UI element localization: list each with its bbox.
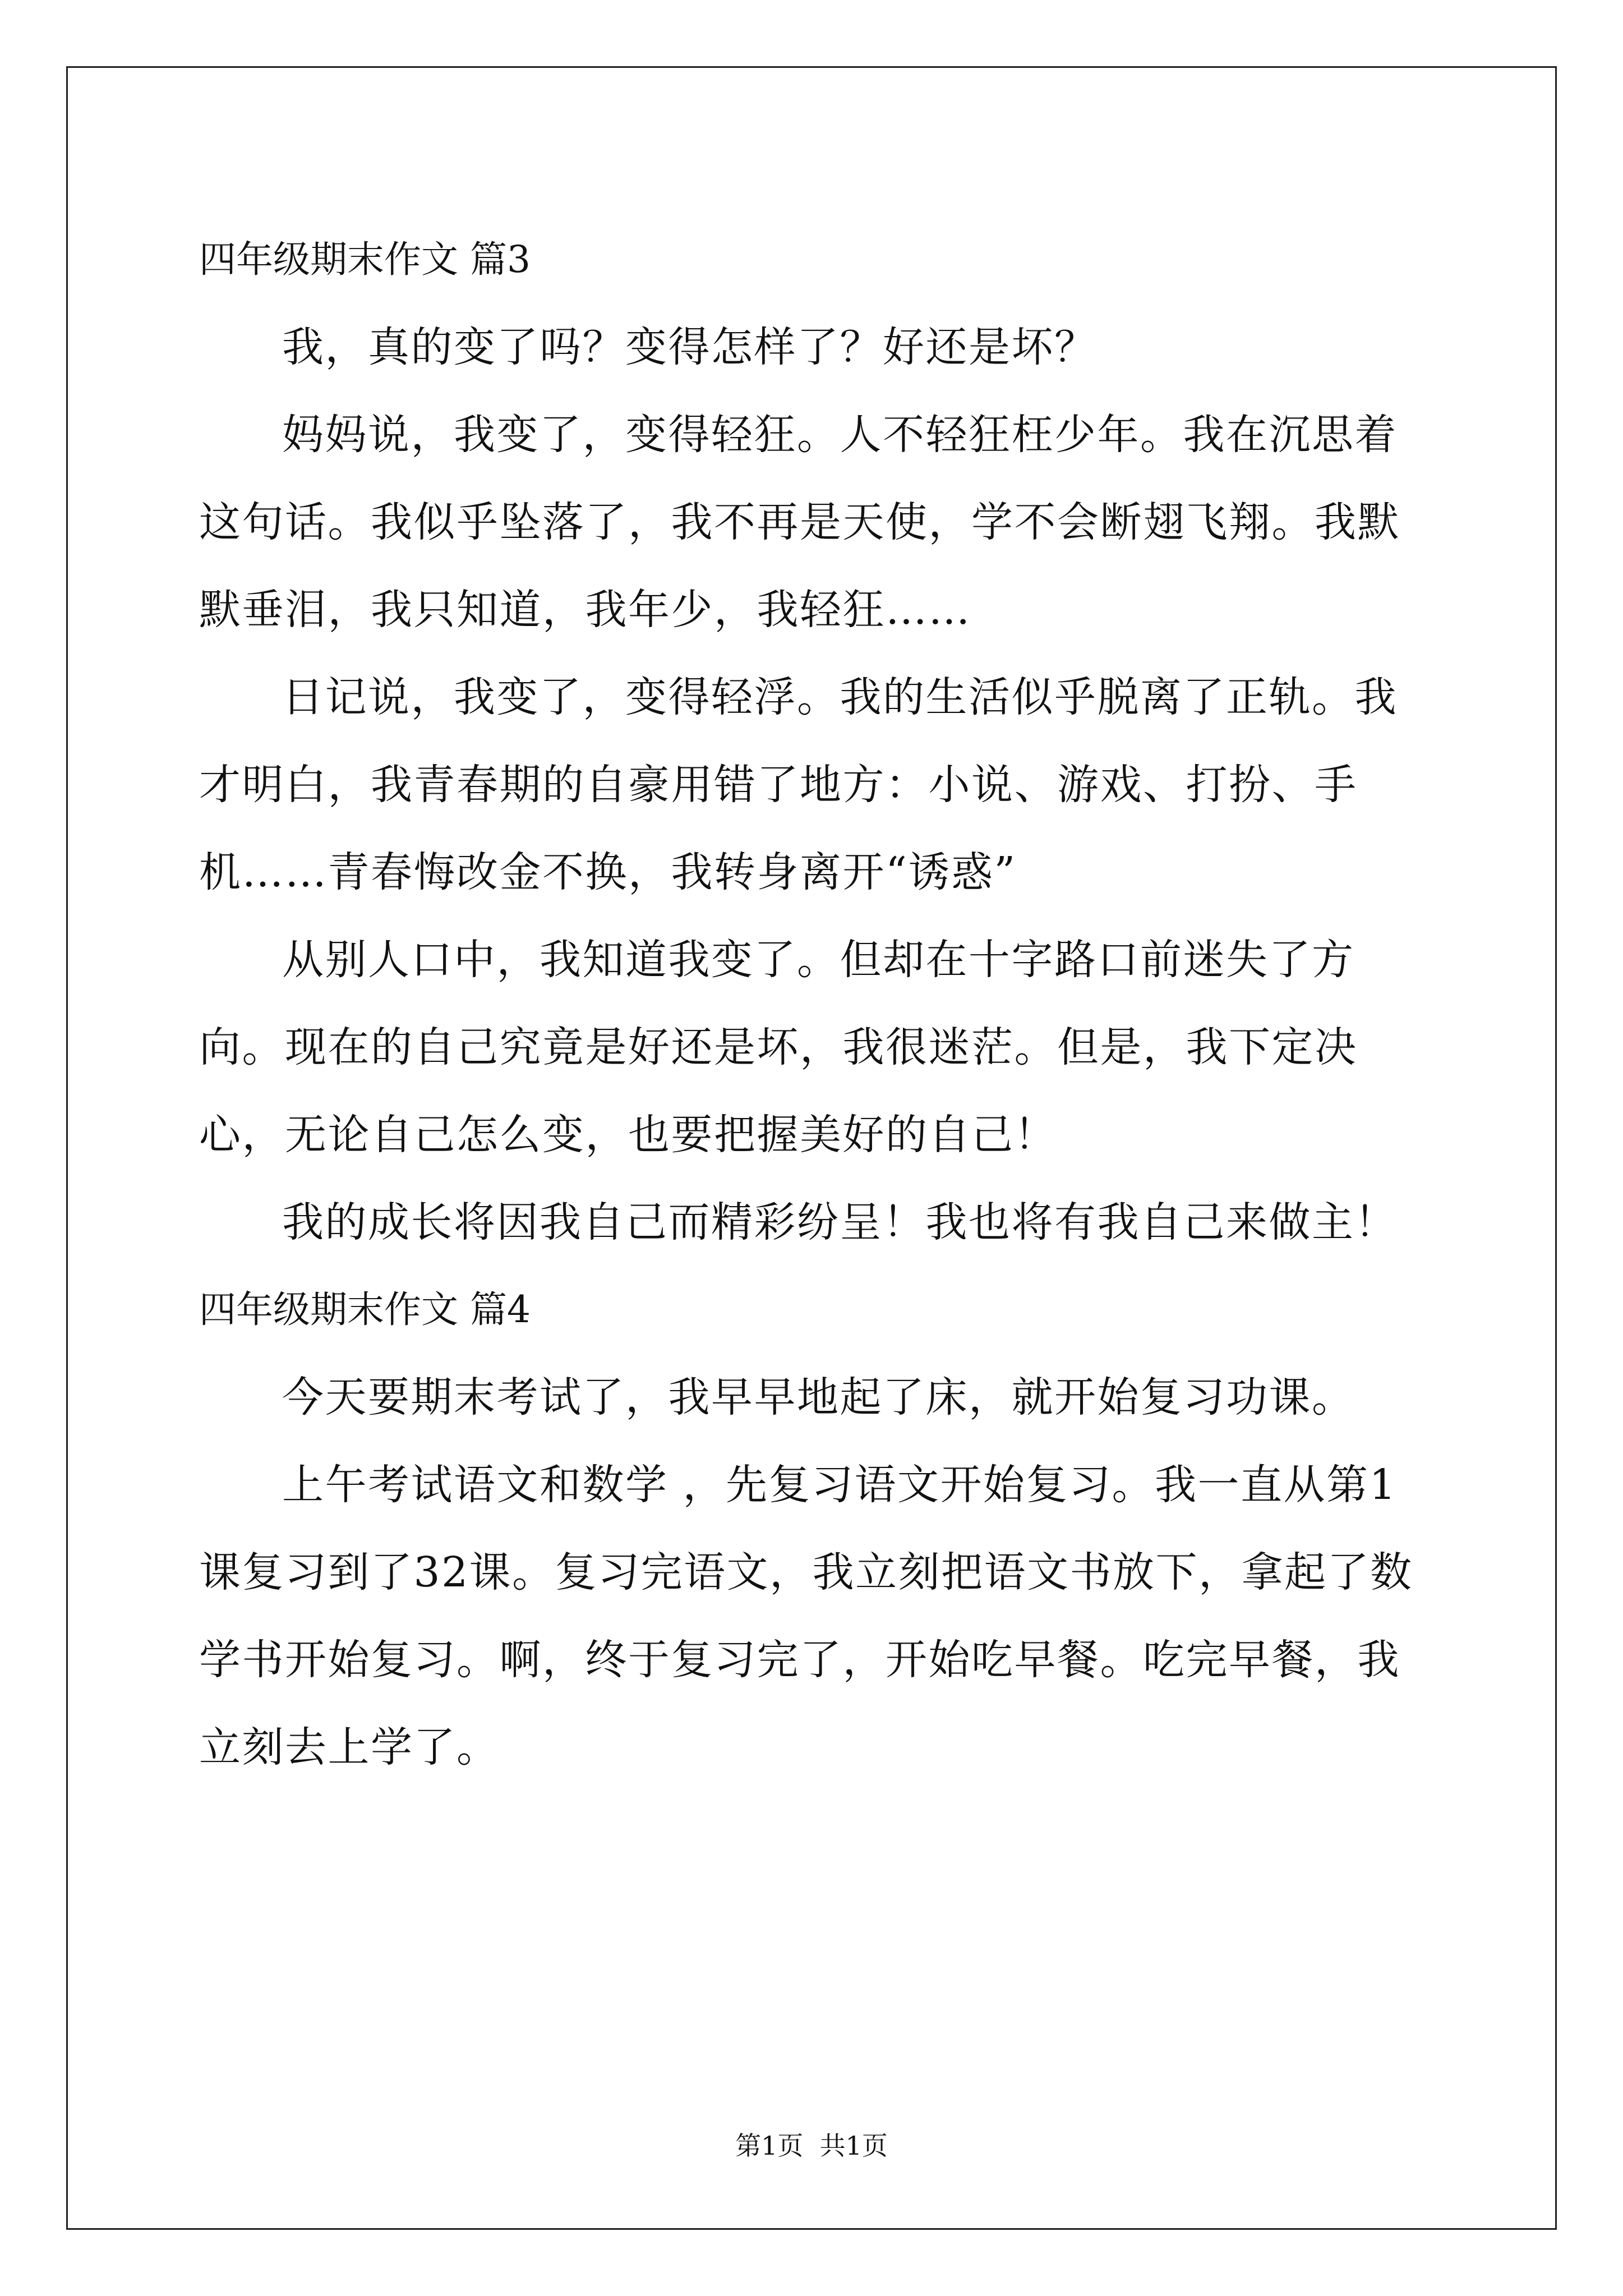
document-body [199,216,1427,1791]
paragraph: 从别人口中，我知道我变了。但却在十字路口前迷失了方向。现在的自己究竟是好还是坏，我很迷茫。但是，我下定决心，无论自己怎么变，也要把握美好的自己！ [199,936,1358,1159]
paragraph: 今天要期末考试了，我早早地起了床，就开始复习功课。 [282,1373,1355,1421]
section-heading-3: 四年级期末作文 篇3 [199,238,531,281]
paragraph: 我，真的变了吗？变得怎样了？好还是坏？ [282,323,1098,371]
paragraph: 我的成长将因我自己而精彩纷呈！我也将有我自己来做主！ [282,1198,1398,1246]
paragraph: 妈妈说，我变了，变得轻狂。人不轻狂枉少年。我在沉思着这句话。我似乎坠落了，我不再是天使，学不会断翅飞翔。我默默垂泪，我只知道，我年少，我轻狂…… [199,411,1400,634]
paragraph: 日记说，我变了，变得轻浮。我的生活似乎脱离了正轨。我才明白，我青春期的自豪用错了地方：小说、游戏、打扮、手机……青春悔改金不换，我转身离开“诱惑” [199,673,1398,896]
paragraph: 上午考试语文和数学 ，先复习语文开始复习。我一直从第1课复习到了32课。复习完语文，我立刻把语文书放下，拿起了数学书开始复习。啊，终于复习完了，开始吃早餐。吃完早餐，我立刻去上学了。 [199,1461,1413,1772]
page-footer: 第1页 共1页 [735,2131,888,2161]
section-heading-4: 四年级期末作文 篇4 [199,1288,531,1331]
